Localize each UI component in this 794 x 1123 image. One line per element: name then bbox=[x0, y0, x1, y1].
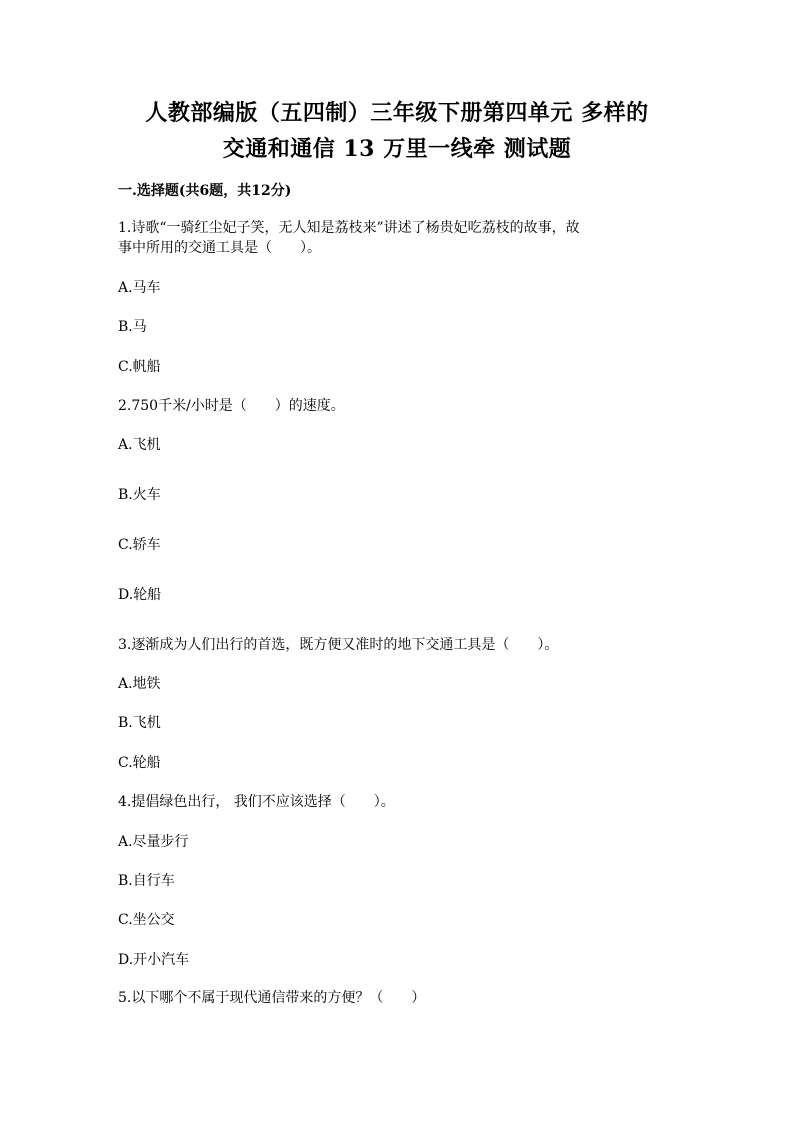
question-3-option-b: B.飞机 bbox=[118, 715, 161, 731]
question-1-option-a: A.马车 bbox=[118, 280, 161, 296]
question-3-option-c: C.轮船 bbox=[118, 755, 161, 771]
section-heading: 一.选择题(共6题，共12分) bbox=[118, 183, 292, 199]
question-2-option-d: D.轮船 bbox=[118, 587, 162, 603]
question-1-option-c: C.帆船 bbox=[118, 359, 161, 375]
question-2-option-b: B.火车 bbox=[118, 487, 161, 503]
page-title-line-1: 人教部编版（五四制）三年级下册第四单元 多样的 bbox=[145, 100, 649, 126]
question-2-stem: 2.750千米/小时是（ ）的速度。 bbox=[118, 398, 345, 414]
question-1-option-b: B.马 bbox=[118, 319, 147, 335]
question-4-option-d: D.开小汽车 bbox=[118, 952, 190, 968]
question-2-option-c: C.轿车 bbox=[118, 537, 161, 553]
question-1-stem-line-1: 1.诗歌“一骑红尘妃子笑，无人知是荔枝来”讲述了杨贵妃吃荔枝的故事，故 bbox=[118, 220, 580, 236]
question-4-option-b: B.自行车 bbox=[118, 873, 175, 889]
page-title-line-2: 交通和通信 13 万里一线牵 测试题 bbox=[222, 136, 572, 162]
question-4-option-a: A.尽量步行 bbox=[118, 834, 189, 850]
question-5-stem: 5.以下哪个不属于现代通信带来的方便？（ ） bbox=[118, 990, 426, 1006]
question-1-stem-line-2: 事中所用的交通工具是（ ）。 bbox=[118, 240, 321, 256]
question-3-option-a: A.地铁 bbox=[118, 676, 161, 692]
question-4-option-c: C.坐公交 bbox=[118, 912, 175, 928]
question-2-option-a: A.飞机 bbox=[118, 437, 161, 453]
question-4-stem: 4.提倡绿色出行， 我们不应该选择（ ）。 bbox=[118, 794, 395, 810]
question-3-stem: 3.逐渐成为人们出行的首选，既方便又准时的地下交通工具是（ ）。 bbox=[118, 637, 559, 653]
